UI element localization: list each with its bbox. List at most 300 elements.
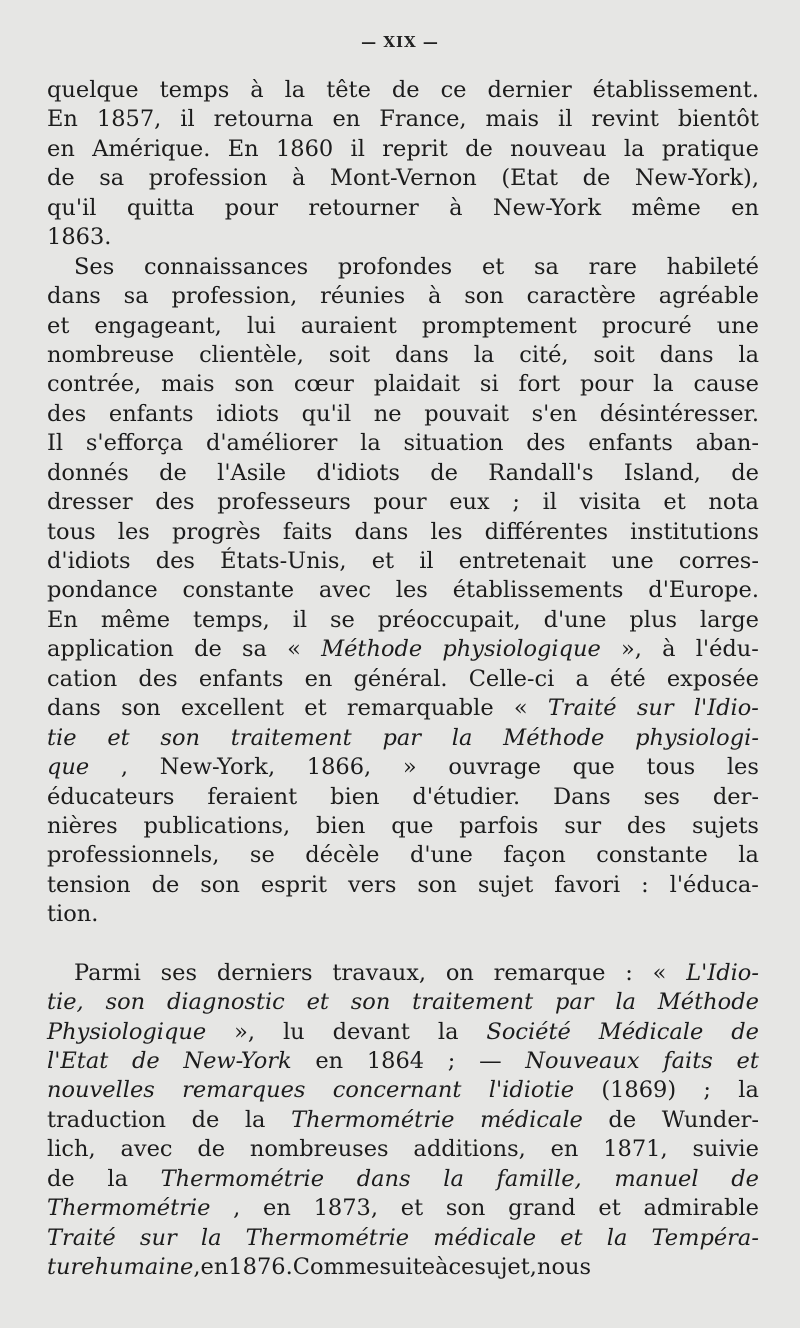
text-word: ce <box>440 77 467 103</box>
text-word: d'idiots <box>47 548 131 574</box>
text-word: les <box>395 577 428 604</box>
text-word: Thermométrie <box>47 1195 211 1222</box>
text-word: des <box>155 489 195 516</box>
text-line <box>47 282 759 311</box>
text-word: Thermométrie <box>245 1224 410 1251</box>
text-word: lich, <box>47 1136 96 1163</box>
text-word: 1864 <box>366 1048 425 1074</box>
text-word: temps, <box>193 606 270 633</box>
text-word: nouvelles <box>47 1077 155 1104</box>
text-word: de <box>47 165 75 192</box>
text-word: application <box>47 636 174 663</box>
text-word: pondance <box>47 577 158 604</box>
text-word: procuré <box>601 312 692 339</box>
text-word: Il <box>47 430 64 457</box>
text-word: vers <box>348 871 397 898</box>
text-word: et <box>663 489 686 516</box>
text-line <box>47 312 759 341</box>
text-word: tous <box>47 518 96 545</box>
text-word: professionnels, <box>47 842 220 869</box>
text-word: l'édu- <box>695 636 759 663</box>
text-line <box>47 164 759 193</box>
text-word: façon <box>503 842 566 869</box>
text-word: aban- <box>695 430 759 457</box>
text-word: on <box>445 959 474 986</box>
text-word: En <box>47 106 78 133</box>
text-word: cation <box>47 665 118 692</box>
text-word: engageant, <box>94 312 222 339</box>
text-word: et <box>107 724 130 751</box>
text-word: Traité <box>47 1224 116 1251</box>
text-word: la <box>360 430 381 457</box>
text-word: sur <box>564 812 602 839</box>
text-word: « <box>287 636 301 663</box>
text-word: donnés <box>47 459 129 486</box>
text-word: dernier <box>487 77 572 103</box>
text-word: remarques <box>182 1077 306 1104</box>
text-word: qu'il <box>47 194 97 221</box>
text-word: que <box>572 754 615 781</box>
text-word: dans <box>47 695 101 722</box>
text-word: professeurs <box>217 489 351 516</box>
text-word: reprit <box>382 135 448 162</box>
text-word: connaissances <box>143 253 309 280</box>
text-word: l'Etat <box>47 1048 109 1074</box>
text-word: Comme <box>292 1254 380 1281</box>
text-word: et <box>400 1195 424 1222</box>
text-line <box>47 576 759 605</box>
text-word: s'efforça <box>85 430 184 457</box>
text-word: de <box>731 1018 759 1045</box>
text-word: en <box>304 665 333 692</box>
text-word: Traité <box>547 695 617 722</box>
text-word: de <box>47 1165 75 1192</box>
text-word: En <box>47 606 78 633</box>
text-word: nombreuse <box>47 341 175 368</box>
text-word: à <box>435 1254 449 1281</box>
text-word: éducateurs <box>47 783 175 810</box>
text-word: faits <box>663 1048 713 1074</box>
text-word: en <box>332 106 361 133</box>
text-line <box>47 1224 759 1253</box>
text-word: d'idiots <box>316 459 400 486</box>
text-word: de <box>582 165 611 192</box>
text-word: médicale <box>480 1106 583 1133</box>
text-word: dans <box>47 283 101 310</box>
text-word: Amérique. <box>92 135 211 162</box>
text-word: Ses <box>74 253 115 280</box>
page-number: — XIX — <box>361 33 439 51</box>
text-word: à <box>449 194 463 221</box>
text-word: tie <box>47 724 77 751</box>
text-word: et <box>560 1224 583 1251</box>
text-word: il <box>292 606 308 633</box>
text-word: institutions <box>630 518 759 545</box>
text-word: de <box>430 459 458 486</box>
text-word: les <box>726 754 759 781</box>
text-word: Thermométrie <box>291 1106 455 1133</box>
text-word: de <box>151 871 180 898</box>
text-word: quitta <box>126 194 195 221</box>
text-word: Méthode <box>503 724 605 751</box>
text-word: plus <box>629 606 677 633</box>
text-word: ses <box>643 783 680 810</box>
text-word: son <box>417 871 457 898</box>
text-word: dans <box>356 1165 411 1192</box>
text-line <box>47 724 759 753</box>
text-word: son <box>445 1195 486 1222</box>
text-word: à <box>428 283 442 310</box>
text-word: nières <box>47 812 118 839</box>
text-word: la <box>473 341 495 368</box>
text-word: « <box>513 695 528 722</box>
text-line <box>47 1047 759 1076</box>
text-word: traduction <box>47 1106 166 1133</box>
text-word: suite <box>379 1254 436 1281</box>
text-word: mais <box>485 106 540 133</box>
text-word: et <box>304 695 327 722</box>
text-word: les <box>117 518 150 545</box>
text-line <box>47 105 759 134</box>
text-word: en <box>200 1254 229 1281</box>
text-word: : <box>625 959 633 986</box>
text-word: dans <box>395 341 449 368</box>
text-word: à <box>291 165 306 192</box>
text-word: pratique <box>661 135 759 162</box>
text-word: en <box>47 135 75 162</box>
text-word: 1857, <box>96 106 162 133</box>
text-line <box>47 341 759 370</box>
text-word: cœur <box>293 371 354 398</box>
text-line <box>47 1018 759 1047</box>
text-word: dresser <box>47 489 133 516</box>
text-word: en <box>550 1136 579 1163</box>
text-word: Wunder- <box>661 1106 759 1133</box>
text-word: large <box>699 606 759 633</box>
text-line <box>47 959 759 988</box>
text-line <box>47 1076 759 1105</box>
text-word: son <box>200 871 240 898</box>
text-word: que <box>391 812 434 839</box>
text-word: de <box>197 1136 226 1163</box>
text-word: caractère <box>526 283 636 310</box>
text-word: entretenait <box>458 548 587 574</box>
text-word: (1869) <box>601 1077 677 1104</box>
text-word: 1863. <box>47 224 112 251</box>
text-line <box>47 841 759 870</box>
text-word: admirable <box>643 1195 759 1222</box>
text-word: ce <box>448 1254 475 1281</box>
text-word: physiologique <box>442 636 601 663</box>
text-word: Thermométrie <box>160 1165 325 1192</box>
text-word: mais <box>161 371 215 398</box>
text-word: , <box>120 754 129 781</box>
text-word: d'améliorer <box>205 430 338 457</box>
text-word: l'Idio- <box>693 695 759 722</box>
text-word: et <box>598 1195 621 1222</box>
text-word: son <box>350 989 391 1016</box>
text-word: corres- <box>678 548 759 574</box>
text-word: une <box>716 312 759 339</box>
text-word: », <box>621 636 642 663</box>
text-word: désintéresser. <box>599 400 759 427</box>
text-word: Médicale <box>598 1018 704 1045</box>
text-word: sa <box>123 283 149 310</box>
text-word: 1876. <box>228 1254 293 1281</box>
text-word: pour <box>373 489 427 516</box>
text-word: la <box>443 1165 464 1192</box>
paragraph-gap <box>47 930 759 959</box>
text-line <box>47 812 759 841</box>
text-word: la <box>107 1165 128 1192</box>
text-word: 1866, <box>306 754 372 781</box>
text-word: sur <box>636 695 674 722</box>
text-word: derniers <box>216 959 313 986</box>
text-word: cité, <box>519 341 569 368</box>
text-word: Société <box>486 1018 571 1045</box>
text-line <box>47 900 759 929</box>
text-word: remarque <box>493 959 606 986</box>
text-word: la <box>738 341 759 368</box>
text-word: même <box>631 194 701 221</box>
text-word: établissement. <box>592 77 759 103</box>
text-word: d'une <box>409 842 473 869</box>
text-word: manuel <box>614 1165 699 1192</box>
text-word: la <box>738 1077 759 1104</box>
text-word: faits <box>282 518 333 545</box>
text-word: la <box>623 135 645 162</box>
text-word: se <box>249 842 275 869</box>
text-word: agréable <box>658 283 759 310</box>
text-word: tion. <box>47 901 99 928</box>
text-word: habileté <box>666 253 759 280</box>
text-word: la <box>284 77 306 103</box>
text-word: visita <box>579 489 641 516</box>
text-word: États-Unis, <box>220 548 347 574</box>
text-word: temps <box>159 77 230 103</box>
text-word: Mont-Vernon <box>329 165 477 192</box>
text-word: , <box>193 1254 201 1281</box>
text-word: des <box>47 400 87 427</box>
text-word: travaux, <box>332 959 427 986</box>
text-word: de <box>731 1165 759 1192</box>
text-word: tension <box>47 871 131 898</box>
text-word: esprit <box>260 871 328 898</box>
text-word: enfants <box>108 400 194 427</box>
text-word: : <box>641 871 649 898</box>
text-word: par <box>554 989 594 1016</box>
text-word: 1873, <box>313 1195 379 1222</box>
text-line <box>47 253 759 282</box>
text-word: diagnostic <box>166 989 285 1016</box>
text-word: la <box>451 724 473 751</box>
text-word: » <box>402 754 417 781</box>
text-word: décèle <box>305 842 380 869</box>
text-word: sujet <box>477 871 534 898</box>
text-line <box>47 370 759 399</box>
text-word: de <box>608 1106 637 1133</box>
text-word: suivie <box>692 1136 759 1163</box>
text-word: en <box>315 1048 344 1074</box>
text-word: s'en <box>531 400 578 427</box>
text-word: feraient <box>207 783 298 810</box>
text-word: profession <box>148 165 268 192</box>
text-line <box>47 1194 759 1223</box>
text-word: il <box>180 106 195 133</box>
text-word: et <box>481 253 505 280</box>
text-word: additions, <box>413 1136 526 1163</box>
text-word: idiots <box>216 400 280 427</box>
text-word: cause <box>693 371 759 398</box>
text-word: En <box>227 135 259 162</box>
text-word: rare <box>588 253 637 280</box>
text-word: pour <box>224 194 278 221</box>
text-word: Tempéra- <box>651 1224 759 1251</box>
text-word: si <box>479 371 499 398</box>
text-line <box>47 459 759 488</box>
text-word: plaidait <box>373 371 461 398</box>
text-word: l'idiotie <box>488 1077 575 1104</box>
text-word: Parmi <box>74 959 141 986</box>
text-word: à <box>250 77 264 103</box>
text-word: et <box>371 548 395 574</box>
text-word: publications, <box>143 812 291 839</box>
text-word: Celle-ci <box>468 665 555 692</box>
text-word: la <box>244 1106 266 1133</box>
text-word: profondes <box>337 253 453 280</box>
text-word: son <box>234 371 274 398</box>
text-word: différentes <box>484 518 609 545</box>
text-word: que <box>47 754 90 781</box>
text-word: de <box>731 459 759 486</box>
text-line <box>47 635 759 664</box>
text-line <box>47 1106 759 1135</box>
text-word: même <box>100 606 171 633</box>
text-word: son <box>105 989 146 1016</box>
text-word: lu <box>282 1018 305 1045</box>
text-word: il <box>350 135 365 162</box>
text-word: L'Idio- <box>686 959 759 986</box>
text-word: constante <box>596 842 708 869</box>
text-word: avec <box>318 577 371 604</box>
text-word: de <box>465 135 493 162</box>
text-word: soit <box>328 341 371 368</box>
text-word: la <box>437 1018 459 1045</box>
text-word: son <box>464 283 504 310</box>
text-word: de <box>132 1048 160 1074</box>
text-word: retourna <box>213 106 314 133</box>
text-word: France, <box>379 106 467 133</box>
text-word: Island, <box>623 459 701 486</box>
text-word: préoccupait, <box>377 606 521 633</box>
text-word: parfois <box>459 812 539 839</box>
text-word: en <box>263 1195 291 1222</box>
text-word: ; <box>512 489 520 516</box>
text-word: exposée <box>666 665 759 692</box>
text-word: qu'il <box>301 400 352 427</box>
text-word: bien <box>330 783 380 810</box>
text-word: lui <box>246 312 276 339</box>
text-word: la <box>653 371 674 398</box>
text-word: de <box>391 77 420 103</box>
text-word: traitement <box>412 989 534 1016</box>
text-word: 1871, <box>603 1136 668 1163</box>
text-word: dans <box>354 518 409 545</box>
text-word: favori <box>554 871 621 898</box>
text-word: l'Asile <box>217 459 287 486</box>
text-word: nota <box>708 489 759 516</box>
text-word: ture <box>47 1254 95 1281</box>
text-line <box>47 488 759 517</box>
text-word: il <box>558 106 573 133</box>
text-line <box>47 1165 759 1194</box>
text-word: clientèle, <box>199 341 304 368</box>
text-line <box>47 665 759 694</box>
text-word: enfants <box>588 430 673 457</box>
text-line <box>47 400 759 429</box>
text-word: Randall's <box>488 459 594 486</box>
text-word: de <box>159 459 187 486</box>
text-word: New-York), <box>634 165 759 192</box>
text-line <box>47 988 759 1017</box>
text-word: la <box>606 1224 628 1251</box>
text-word: réunies <box>320 283 406 310</box>
text-word: devant <box>332 1018 410 1045</box>
text-word: promptement <box>421 312 577 339</box>
text-word: grand <box>508 1195 576 1222</box>
text-line <box>47 223 759 252</box>
text-word: il <box>419 548 434 574</box>
text-word: à <box>662 636 676 663</box>
text-word: se <box>330 606 355 633</box>
text-word: par <box>382 724 422 751</box>
text-word: profession, <box>171 283 298 310</box>
text-word: sa <box>241 636 267 663</box>
text-word: sa <box>534 253 559 280</box>
text-word: pour <box>580 371 634 398</box>
text-word: remarquable <box>346 695 494 722</box>
text-word: dans <box>659 341 714 368</box>
text-word: des <box>138 665 178 692</box>
text-word: quelque <box>47 77 139 103</box>
text-word: New-York, <box>159 754 276 781</box>
text-word: eux <box>449 489 490 516</box>
text-word: traitement <box>230 724 352 751</box>
text-line <box>47 518 759 547</box>
text-word: l'éduca- <box>669 871 759 898</box>
text-word: ne <box>373 400 402 427</box>
text-word: soit <box>593 341 635 368</box>
text-word: bien <box>315 812 366 839</box>
text-word: des <box>526 430 566 457</box>
text-word: il <box>542 489 558 516</box>
text-word: revint <box>591 106 659 133</box>
text-word: son <box>160 724 201 751</box>
text-word: la <box>200 1224 222 1251</box>
text-word: Nouveaux <box>525 1048 640 1074</box>
text-word: d'une <box>543 606 607 633</box>
text-word: Dans <box>553 783 611 810</box>
text-line <box>47 871 759 900</box>
text-word: Physiologique <box>47 1018 207 1045</box>
text-word: retourner <box>308 194 419 221</box>
text-word: progrès <box>171 518 261 545</box>
text-line <box>47 547 759 576</box>
text-word: pouvait <box>424 400 509 427</box>
text-word: contrée, <box>47 371 142 398</box>
text-word: der- <box>712 783 759 810</box>
text-word: les <box>430 518 463 545</box>
